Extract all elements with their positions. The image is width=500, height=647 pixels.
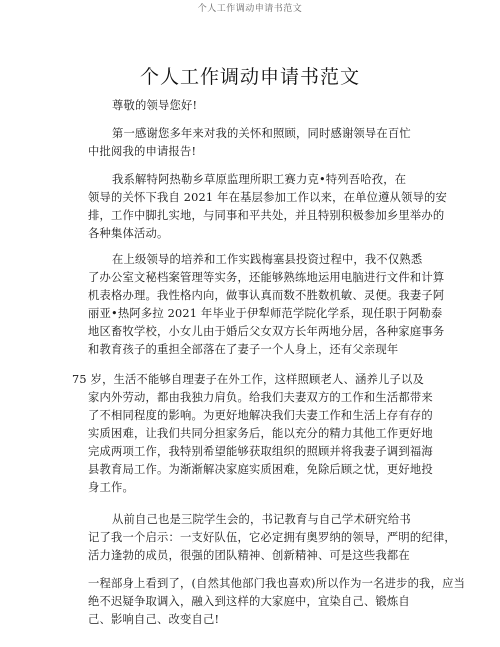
paragraph-line: 记了我一个启示：一支好队伍，它必定拥有奥罗纳的领导，严明的纪律， [88,531,456,544]
paragraph-line: 己、影响自己、改变自己! [88,613,220,626]
document-title: 个人工作调动申请书范文 [139,66,360,88]
paragraph-line: 中批阅我的申请报告! [88,145,197,158]
paragraph-line: 绝不迟疑争取调入，融入到这样的大家庭中，宜染自己、锻炼自 [88,595,410,608]
paragraph-line: 身工作。 [88,481,134,494]
paragraph-line: 从前自己也是三院学生会的，书记教育与自己学术研究给书 [112,513,411,526]
paragraph-line: 各种集体活动。 [88,227,169,240]
paragraph-line: 第一感谢您多年来对我的关怀和照顾，同时感谢领导在百忙 [112,127,411,140]
paragraph-line: 完成两项工作，我特别希望能够获取组织的照顾并将我妻子调到福海 [88,445,433,458]
running-header: 个人工作调动申请书范文 [197,4,303,14]
paragraph-line: 在上级领导的培养和工作实践梅塞县投资过程中，我不仅熟悉 [112,253,423,266]
paragraph-line: 了不相同程度的影响。为更好地解决我们夫妻工作和生活上存有存的 [88,409,433,422]
paragraph-line: 县教育局工作。为渐渐解决家庭实质困难，免除后顾之忧，更好地投 [88,463,433,476]
paragraph-line: 实质困难，让我们共同分担家务后，能以充分的精力其他工作更好地 [88,427,433,440]
paragraph-line: 活力逢勃的成员，很强的团队精神、创新精神、可是这些我都在 [88,549,410,562]
paragraph-line: 机表格办理。我性格内向，做事认真而数不胜数机敏、灵便。我妻子阿 [88,289,445,302]
paragraph-line: 我系解特阿热勒乡草原监理所职工赛力克•特列吾哈孜，在 [112,173,407,186]
paragraph-line: 和教育孩子的重担全部落在了妻子一个人身上，还有父亲现年 [88,343,399,356]
paragraph-line: 了办公室文秘档案管理等实务，还能够熟练地运用电脑进行文件和计算 [88,271,445,284]
paragraph-line: 家内外劳动，都由我独力肩负。给我们夫妻双方的工作和生活都带来 [88,391,433,404]
paragraph-line: 地区畜牧学校，小女儿由于婚后父女双方长年两地分居，各种家庭事务 [88,325,445,338]
paragraph-line: 一程部身上看到了，(自然其他部门我也喜欢)所以作为一名进步的我，应当 [88,577,466,590]
paragraph-line: 排，工作中脚扎实地，与同事和平共处，并且特别积极参加乡里举办的 [88,209,445,222]
paragraph-line: 领导的关怀下我自 2021 年在基层参加工作以来，在单位遵从领导的安 [88,191,448,204]
paragraph-line: 丽亚•热阿多拉 2021 年毕业于伊犁师范学院化学系，现任职于阿勒泰 [88,307,443,320]
greeting: 尊敬的领导您好! [112,99,198,112]
paragraph-line: 75 岁，生活不能够自理妻子在外工作，这样照顾老人、涵养儿子以及 [72,373,424,386]
